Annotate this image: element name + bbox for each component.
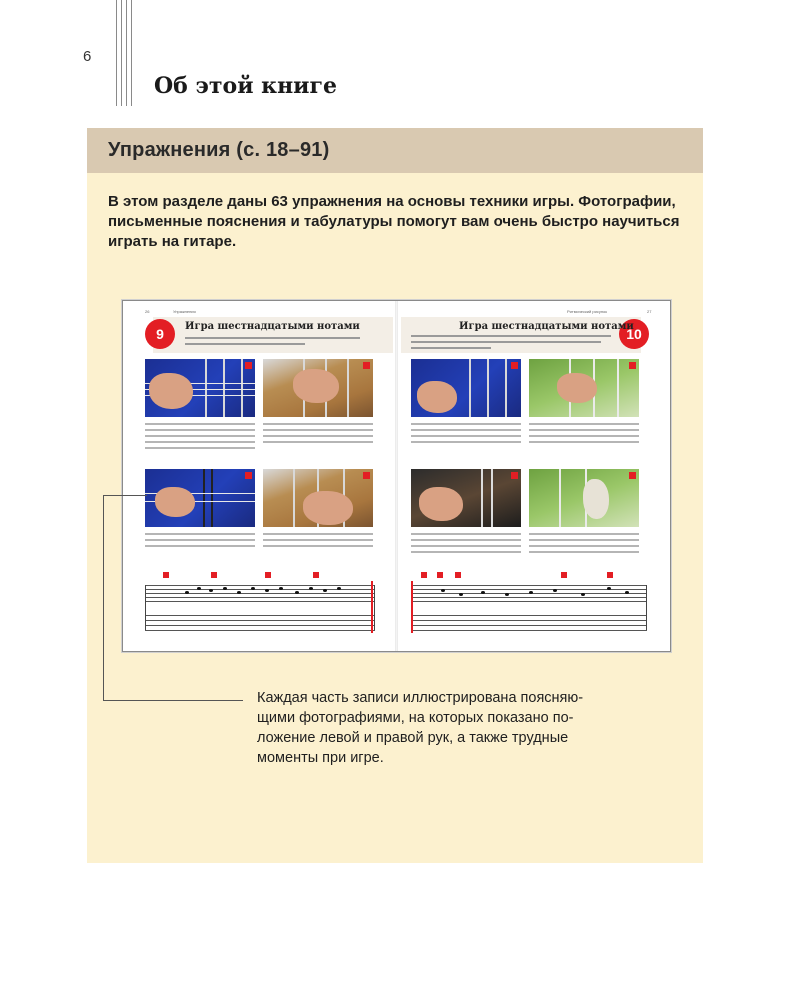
page-number: 6 [83, 48, 92, 65]
spread-left-running-head: Упражнения [173, 309, 196, 314]
spread-right-subtitle-line [411, 347, 491, 349]
spread-left-text-block [263, 533, 373, 551]
spread-right-notation [411, 579, 647, 637]
spread-left-title: Игра шестнадцатыми нотами [185, 321, 360, 332]
spread-right-subtitle-line [411, 335, 611, 337]
callout-leader-bottom [103, 700, 243, 701]
photo-pickup-closeup [411, 469, 521, 527]
spread-left-page-number: 26 [145, 309, 150, 314]
section-heading: Упражнения (с. 18–91) [108, 139, 330, 161]
photo-right-hand-picking [145, 359, 255, 417]
callout-leader-top [103, 495, 147, 496]
photo-fingers-on-neck [263, 469, 373, 527]
spread-right-text-block [411, 533, 521, 557]
book-spread-illustration [122, 300, 671, 652]
photo-left-hand-fretting [263, 359, 373, 417]
spread-left-page [123, 301, 396, 651]
spread-left-notation [145, 579, 375, 637]
spread-right-subtitle-line [411, 341, 601, 343]
photo-pick-strum [411, 359, 521, 417]
spread-left-text-block [145, 423, 255, 453]
spread-right-page-number: 27 [647, 309, 652, 314]
photo-slide-on-neck [529, 469, 639, 527]
spread-right-page [397, 301, 670, 651]
spread-right-running-head: Ритмический рисунок [567, 309, 607, 314]
section-header [87, 128, 703, 173]
spread-right-text-block [529, 533, 639, 557]
spread-left-text-block [145, 533, 255, 551]
page-title: Об этой книге [154, 73, 337, 99]
spread-left-text-block [263, 423, 373, 447]
section-intro: В этом разделе даны 63 упражнения на основы техники игры. Фотографии, письменные пояснения и табулатуры помогут вам очень быстро научиться играть на гитаре. [108, 193, 680, 250]
callout-caption: Каждая часть записи иллюстрирована поясняю- щими фотографиями, на которых показано по- ложение левой и правой рук, а также трудные моменты при игре. [257, 690, 584, 766]
photo-green-fretboard [529, 359, 639, 417]
spread-right-text-block [411, 423, 521, 447]
spread-left-badge: 9 [145, 319, 175, 349]
callout-leader-vertical [103, 495, 104, 700]
spread-right-title: Игра шестнадцатыми нотами [459, 321, 634, 332]
spread-right-text-block [529, 423, 639, 447]
spread-right-badge: 10 [619, 319, 649, 349]
spread-left-subtitle-line [185, 343, 305, 345]
photo-pick-on-string [145, 469, 255, 527]
margin-rules [116, 0, 132, 106]
spread-left-subtitle-line [185, 337, 360, 339]
